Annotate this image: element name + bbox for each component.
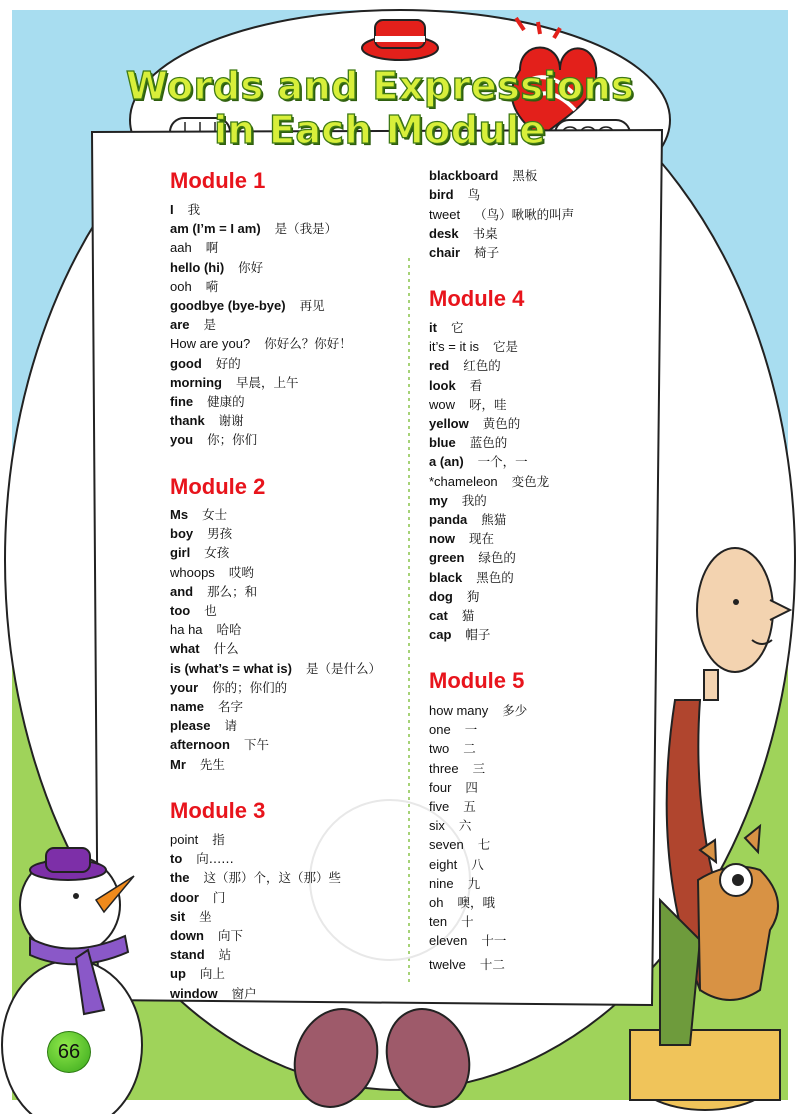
english-word: down bbox=[170, 928, 204, 943]
vocab-entry bbox=[170, 202, 200, 218]
chinese-meaning: 黑色的 bbox=[476, 569, 514, 585]
chinese-meaning: 女士 bbox=[202, 507, 228, 522]
chinese-meaning: 健康的 bbox=[207, 394, 245, 409]
english-word: Ms bbox=[170, 507, 189, 522]
chinese-meaning: 八 bbox=[471, 856, 484, 872]
english-word: and bbox=[170, 583, 194, 599]
english-word: cat bbox=[429, 608, 448, 623]
vocab-entry bbox=[170, 890, 225, 906]
chinese-meaning: 向下 bbox=[217, 928, 243, 943]
english-word: green bbox=[429, 550, 465, 566]
english-word: now bbox=[429, 531, 455, 547]
english-word: eleven bbox=[429, 933, 468, 949]
vocab-entry bbox=[429, 799, 476, 815]
vocab-entry bbox=[170, 394, 245, 410]
chinese-meaning: 帽子 bbox=[465, 627, 491, 643]
english-word: fine bbox=[170, 394, 194, 409]
vocab-entry bbox=[170, 641, 239, 657]
chinese-meaning: 下午 bbox=[243, 737, 269, 753]
chinese-meaning: 六 bbox=[458, 818, 472, 834]
module-heading: Module 4 bbox=[429, 286, 525, 311]
chinese-meaning: 十一 bbox=[481, 933, 507, 949]
vocab-entry bbox=[429, 168, 537, 184]
english-word: five bbox=[429, 799, 450, 814]
vocab-entry bbox=[429, 320, 463, 336]
english-word: I bbox=[170, 202, 174, 217]
english-word: nine bbox=[429, 875, 454, 891]
chinese-meaning: 它是 bbox=[492, 339, 518, 355]
english-word: to bbox=[170, 851, 183, 867]
chinese-meaning: 红色的 bbox=[463, 358, 501, 374]
vocab-entry bbox=[429, 378, 482, 394]
english-word: your bbox=[170, 679, 199, 695]
vocab-entry bbox=[429, 339, 518, 355]
vocab-entry bbox=[170, 737, 269, 753]
chinese-meaning: 绿色的 bbox=[478, 550, 516, 566]
vocab-entry bbox=[429, 703, 527, 719]
vocab-entry bbox=[429, 187, 480, 203]
english-word: how many bbox=[429, 703, 489, 718]
chinese-meaning: 向…… bbox=[196, 851, 234, 867]
vocab-entry bbox=[170, 545, 229, 561]
english-word: How are you? bbox=[170, 336, 251, 352]
vocab-entry bbox=[429, 722, 477, 738]
english-word: whoops bbox=[170, 564, 215, 580]
vocab-entry bbox=[429, 589, 479, 605]
english-word: six bbox=[429, 818, 445, 834]
vocab-entry bbox=[170, 680, 287, 696]
vocab-entry bbox=[170, 966, 225, 982]
chinese-meaning: 五 bbox=[463, 799, 476, 814]
english-word: please bbox=[170, 718, 211, 734]
english-word: good bbox=[170, 355, 202, 371]
vocab-entry bbox=[429, 493, 487, 509]
english-word: four bbox=[429, 779, 452, 795]
vocab-entry bbox=[170, 413, 244, 429]
module-heading: Module 5 bbox=[429, 668, 525, 693]
vocab-entry bbox=[170, 870, 341, 886]
vocab-entry bbox=[429, 245, 499, 261]
english-word: stand bbox=[170, 947, 205, 963]
vocab-entry bbox=[429, 627, 490, 643]
vocab-entry bbox=[429, 608, 474, 624]
english-word: panda bbox=[429, 512, 468, 527]
english-word: wow bbox=[429, 396, 456, 412]
chinese-meaning: 椅子 bbox=[474, 245, 500, 261]
vocab-entry bbox=[170, 947, 231, 963]
english-word: bird bbox=[429, 187, 454, 203]
english-word: you bbox=[170, 432, 194, 448]
english-word: desk bbox=[429, 225, 459, 241]
vocab-entry bbox=[429, 397, 507, 413]
chinese-meaning: 现在 bbox=[469, 531, 495, 547]
chinese-meaning: 我 bbox=[187, 202, 201, 217]
chinese-meaning: 站 bbox=[218, 947, 232, 963]
vocab-entry bbox=[429, 207, 574, 223]
chinese-meaning: 向上 bbox=[199, 966, 225, 982]
vocab-entry bbox=[170, 986, 257, 1002]
vocab-entry bbox=[170, 909, 212, 925]
vocab-entry bbox=[429, 876, 480, 892]
module-heading: Module 1 bbox=[170, 168, 266, 193]
chinese-meaning: 狗 bbox=[466, 588, 480, 604]
vocab-entry bbox=[170, 298, 325, 314]
vocab-entry bbox=[170, 718, 237, 734]
vocab-entry bbox=[170, 603, 217, 619]
chinese-meaning: 是（是什么） bbox=[305, 660, 381, 676]
chinese-meaning: 再见 bbox=[299, 298, 325, 313]
vocab-entry bbox=[170, 356, 241, 372]
chinese-meaning: 四 bbox=[465, 779, 478, 795]
english-word: dog bbox=[429, 588, 453, 604]
vocab-entry bbox=[170, 317, 216, 333]
chinese-meaning: 变色龙 bbox=[511, 473, 550, 489]
chinese-meaning: 你好 bbox=[238, 259, 264, 275]
chinese-meaning: 是 bbox=[203, 317, 217, 333]
english-word: are bbox=[170, 317, 190, 333]
chinese-meaning: 七 bbox=[477, 837, 491, 853]
chinese-meaning: 你；你们 bbox=[207, 432, 258, 448]
english-word: what bbox=[170, 641, 200, 657]
chinese-meaning: 请 bbox=[224, 718, 237, 734]
vocab-entry bbox=[429, 857, 484, 873]
english-word: morning bbox=[170, 374, 222, 390]
vocab-entry bbox=[170, 260, 263, 276]
english-word: look bbox=[429, 377, 456, 393]
english-word: ha ha bbox=[170, 622, 203, 638]
english-word: a (an) bbox=[429, 454, 464, 470]
vocab-entry bbox=[429, 914, 474, 930]
english-word: three bbox=[429, 760, 459, 776]
chinese-meaning: 熊猫 bbox=[481, 512, 507, 527]
english-word: it’s = it is bbox=[429, 339, 479, 355]
english-word: my bbox=[429, 492, 448, 508]
chinese-meaning: 嗬 bbox=[205, 278, 219, 294]
vocab-entry bbox=[170, 507, 227, 523]
english-word: afternoon bbox=[170, 737, 230, 753]
vocab-entry bbox=[429, 837, 490, 853]
english-word: blue bbox=[429, 435, 456, 451]
page-title-line-2: in Each Module bbox=[214, 108, 546, 152]
vocab-entry bbox=[429, 741, 476, 757]
english-word: boy bbox=[170, 526, 194, 542]
vocab-entry bbox=[170, 584, 257, 600]
vocab-entry bbox=[429, 761, 485, 777]
chinese-meaning: 黑板 bbox=[512, 168, 538, 183]
english-word: tweet bbox=[429, 206, 461, 222]
chinese-meaning: 蓝色的 bbox=[469, 435, 508, 451]
module-heading: Module 2 bbox=[170, 474, 266, 499]
vocab-entry bbox=[429, 358, 501, 374]
module-heading: Module 3 bbox=[170, 798, 266, 823]
chinese-meaning: 也 bbox=[204, 603, 217, 618]
english-word: goodbye (bye-bye) bbox=[170, 298, 286, 313]
chinese-meaning: 书桌 bbox=[472, 225, 498, 241]
chinese-meaning: 什么 bbox=[213, 641, 239, 657]
page-number: 66 bbox=[47, 1031, 91, 1073]
chinese-meaning: （鸟）啾啾的叫声 bbox=[474, 206, 575, 222]
chinese-meaning: 噢，哦 bbox=[457, 895, 495, 910]
english-word: ooh bbox=[170, 278, 192, 294]
vocab-entry bbox=[170, 622, 242, 638]
vocab-entry bbox=[170, 851, 234, 867]
vocab-entry bbox=[170, 375, 299, 391]
english-word: Mr bbox=[170, 756, 186, 772]
english-word: *chameleon bbox=[429, 473, 498, 489]
english-word: sit bbox=[170, 908, 186, 924]
vocab-entry bbox=[429, 957, 505, 973]
english-word: seven bbox=[429, 837, 464, 853]
chinese-meaning: 黄色的 bbox=[482, 416, 521, 431]
chinese-meaning: 好的 bbox=[215, 355, 241, 371]
english-word: window bbox=[170, 985, 218, 1001]
chinese-meaning: 名字 bbox=[217, 699, 243, 714]
chinese-meaning: 九 bbox=[467, 875, 481, 891]
chinese-meaning: 是（我是） bbox=[274, 221, 338, 237]
vocab-entry bbox=[429, 474, 549, 490]
english-word: blackboard bbox=[429, 168, 499, 183]
chinese-meaning: 哈哈 bbox=[216, 622, 242, 638]
chinese-meaning: 鸟 bbox=[467, 187, 481, 203]
chinese-meaning: 女孩 bbox=[204, 545, 230, 561]
vocab-entry bbox=[170, 240, 218, 256]
vocab-entry bbox=[170, 832, 225, 848]
chinese-meaning: 先生 bbox=[199, 756, 225, 772]
vocab-entry bbox=[429, 895, 495, 911]
chinese-meaning: 门 bbox=[212, 889, 226, 905]
chinese-meaning: 它 bbox=[450, 320, 464, 335]
english-word: door bbox=[170, 889, 199, 905]
english-word: thank bbox=[170, 413, 205, 429]
english-word: am (I’m = I am) bbox=[170, 221, 261, 237]
chinese-meaning: 早晨，上午 bbox=[236, 374, 299, 390]
vocab-entry bbox=[429, 226, 498, 242]
chinese-meaning: 你好么？你好！ bbox=[264, 336, 352, 352]
vocab-entry bbox=[429, 933, 506, 949]
chinese-meaning: 一 bbox=[464, 722, 478, 738]
chinese-meaning: 三 bbox=[472, 760, 486, 776]
vocab-entry bbox=[429, 416, 520, 432]
english-word: up bbox=[170, 966, 186, 982]
vocab-entry bbox=[429, 570, 514, 586]
vocab-entry bbox=[170, 279, 218, 295]
vocab-entry bbox=[170, 565, 254, 581]
english-word: black bbox=[429, 569, 463, 585]
chinese-meaning: 坐 bbox=[199, 908, 212, 924]
vocab-entry bbox=[429, 454, 528, 470]
page-title-line-1: Words and Expressions bbox=[125, 64, 635, 108]
english-word: eight bbox=[429, 856, 458, 872]
english-word: aah bbox=[170, 240, 192, 256]
chinese-meaning: 我的 bbox=[461, 492, 487, 508]
chinese-meaning: 看 bbox=[469, 377, 483, 393]
chinese-meaning: 啊 bbox=[205, 240, 219, 256]
vocab-entry bbox=[170, 661, 381, 677]
vocab-entry bbox=[429, 818, 471, 834]
english-word: is (what’s = what is) bbox=[170, 660, 292, 676]
vocab-entry bbox=[429, 512, 506, 528]
vocab-entry bbox=[170, 432, 257, 448]
vocab-entry bbox=[170, 928, 243, 944]
chinese-meaning: 男孩 bbox=[207, 526, 233, 542]
chinese-meaning: 窗户 bbox=[231, 985, 257, 1001]
vocab-entry bbox=[429, 531, 494, 547]
english-word: name bbox=[170, 699, 204, 714]
english-word: it bbox=[429, 320, 437, 335]
english-word: point bbox=[170, 832, 199, 847]
english-word: oh bbox=[429, 895, 444, 910]
chinese-meaning: 十二 bbox=[479, 956, 505, 972]
english-word: yellow bbox=[429, 416, 469, 431]
chinese-meaning: 呀，哇 bbox=[469, 396, 507, 412]
vocab-entry bbox=[170, 221, 337, 237]
vocab-entry bbox=[429, 435, 507, 451]
english-word: twelve bbox=[429, 956, 466, 972]
english-word: one bbox=[429, 722, 451, 738]
english-word: the bbox=[170, 870, 190, 886]
english-word: red bbox=[429, 358, 450, 374]
vocab-entry bbox=[429, 780, 478, 796]
chinese-meaning: 猫 bbox=[461, 608, 475, 623]
chinese-meaning: 十 bbox=[461, 914, 474, 930]
english-word: hello (hi) bbox=[170, 259, 225, 275]
english-word: too bbox=[170, 603, 191, 618]
chinese-meaning: 这（那）个，这（那）些 bbox=[203, 870, 342, 886]
chinese-meaning: 二 bbox=[463, 741, 476, 757]
chinese-meaning: 谢谢 bbox=[218, 413, 244, 429]
english-word: girl bbox=[170, 545, 191, 561]
vocab-entry bbox=[170, 699, 243, 715]
chinese-meaning: 一个，一 bbox=[477, 454, 528, 470]
english-word: cap bbox=[429, 627, 452, 643]
chinese-meaning: 指 bbox=[212, 832, 225, 847]
vocab-entry bbox=[170, 526, 232, 542]
vocab-entry bbox=[170, 336, 352, 352]
chinese-meaning: 你的；你们的 bbox=[212, 679, 288, 695]
vocab-entry bbox=[429, 550, 516, 566]
english-word: chair bbox=[429, 245, 461, 261]
chinese-meaning: 那么；和 bbox=[207, 583, 258, 599]
english-word: ten bbox=[429, 914, 448, 930]
english-word: two bbox=[429, 741, 450, 757]
vocab-entry bbox=[170, 757, 225, 773]
chinese-meaning: 多少 bbox=[502, 703, 528, 718]
chinese-meaning: 哎哟 bbox=[228, 564, 254, 580]
